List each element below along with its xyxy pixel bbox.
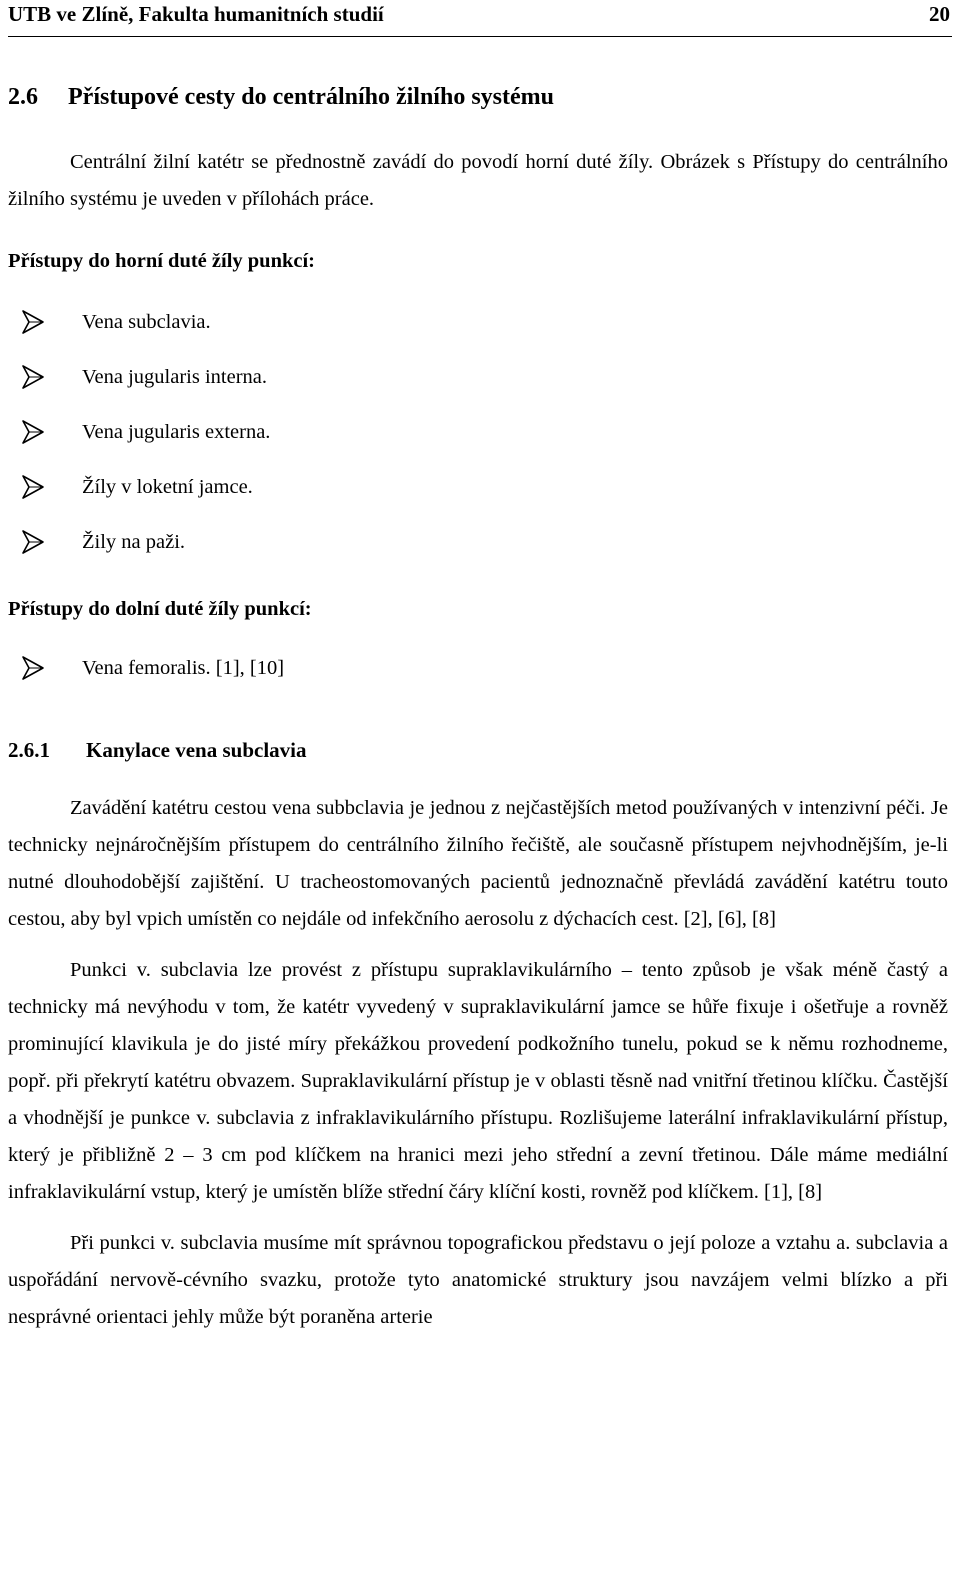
subsection-number: 2.6.1: [8, 738, 50, 762]
list-item-text: Žily na paži.: [82, 531, 186, 553]
list-item-text: Vena femoralis. [1], [10]: [82, 657, 285, 679]
lower-vein-heading: Přístupy do dolní duté žíly punkcí:: [8, 598, 312, 620]
list-item-text: Vena jugularis interna.: [82, 366, 268, 388]
body-paragraph-2: Punkci v. subclavia lze provést z přístupu supraklavikulárního – tento způsob je však méně častý a technicky má nevýhodu v tom, že katétr vyvedený v supraklavikulární jamce se hůře fixuje i ošetřuje a rovněž prominující klavikula je do jisté míry překážkou provedení podkožního tunelu, pokud se k němu rozhodneme, popř. při překrytí katétru obvazem. Supraklavikulární přístup je v oblasti těsně nad vnitřní třetinou klíčku. Častější a vhodnější je punkce v. subclavia z infraklavikulárního přístupu. Rozlišujeme laterální infraklavikulární přístup, který je přibližně 2 – 3 cm pod klíčkem na hranici mezi jeho střední a zevní třetinou. Dále máme mediální infraklavikulární vstup, který je umístěn blíže střední čáry klíční kosti, rovněž pod klíčkem. [1], [8]: [8, 959, 948, 1203]
section-heading: [8, 84, 554, 111]
subsection-title: Kanylace vena subclavia: [86, 738, 307, 762]
intro-paragraph-block: [8, 144, 948, 218]
body-paragraph-3: Při punkci v. subclavia musíme mít správnou topografickou představu o její poloze a vztahu a. subclavia a uspořádání nervově-cévního svazku, protože tyto anatomické struktury jsou navzájem velmi blízko a při nesprávné orientaci jehly může být poraněna arterie: [8, 1232, 948, 1328]
arrow-bullet-icon: [20, 364, 46, 390]
header-rule: [8, 36, 952, 37]
intro-paragraph: Centrální žilní katétr se přednostně zavádí do povodí horní duté žíly. Obrázek s Přístupy do centrálního žilního systému je uveden v přílohách práce.: [8, 151, 948, 210]
arrow-bullet-icon: [20, 419, 46, 445]
section-number: 2.6: [8, 84, 38, 110]
body-paragraph-1: Zavádění katétru cestou vena subbclavia je jednou z nejčastějších metod používaných v intenzivní péči. Je technicky nejnáročnějším přístupem do centrálního žilního řečiště, ale současně přístupem nejvhodnějším, je-li nutné dlouhodobější zajištění. U tracheostomovaných pacientů jednoznačně převládá zavádění katétru touto cestou, aby byl vpich umístěn co nejdále od infekčního aerosolu z dýchacích cest. [2], [6], [8]: [8, 797, 948, 930]
subsection-body: [8, 790, 948, 1336]
list-item-text: Vena jugularis externa.: [82, 421, 271, 443]
subsection-heading: [8, 738, 307, 763]
arrow-bullet-icon: [20, 529, 46, 555]
list-item-text: Vena subclavia.: [82, 311, 211, 333]
list-item-text: Žíly v loketní jamce.: [82, 476, 253, 498]
running-header: [8, 2, 952, 34]
arrow-bullet-icon: [20, 474, 46, 500]
page-number: 20: [929, 2, 950, 26]
arrow-bullet-icon: [20, 309, 46, 335]
section-title: Přístupové cesty do centrálního žilního systému: [68, 84, 554, 110]
upper-vein-heading: Přístupy do horní duté žíly punkcí:: [8, 250, 315, 272]
header-title: UTB ve Zlíně, Fakulta humanitních studií: [8, 2, 384, 26]
arrow-bullet-icon: [20, 655, 46, 681]
